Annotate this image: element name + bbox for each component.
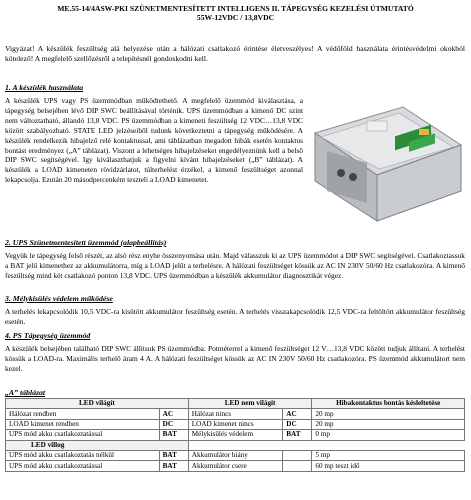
table-cell: BAT	[159, 450, 188, 460]
table-row	[6, 430, 465, 440]
table-cell: 0 mp	[312, 430, 465, 440]
table-cell: 5 mp	[312, 450, 465, 460]
table-cell: BAT	[159, 461, 188, 471]
table-cell: LOAD kimenet rendben	[6, 419, 160, 429]
table-row	[6, 461, 465, 471]
document-title: ME.55-14/4ASW-PKI SZÜNETMENTESÍTETT INTELLIGENS II. TÁPEGYSÉG KEZELÉSI ÚTMUTATÓ	[57, 4, 414, 13]
section-3-heading: 3. Mélykisülés védelem működése	[5, 294, 113, 303]
table-row	[6, 419, 465, 429]
section-1-heading: 1. A készülék használata	[5, 83, 84, 92]
section-2-text: Vegyük le tápegység felső részét, az alsó rész enyhe összenyomása után. Majd válasszuk ki az UPS üzemmódot a DIP SWC segítségével. Csatlakoztassuk a BAT jelű kimenethez az akkumulátorra, míg a LOAD jelűt a terhelésre. A hálózati feszültséget kössük az AC IN 230V 50/60 Hz csatlakozóra. A kimenő feszültség mind két csatlakozó ponton 13,8 VDC. UPS üzemmódban a készülék akkumulátor diagnosztikát végez.	[5, 251, 465, 280]
table-cell: AC	[159, 409, 188, 419]
table-cell: Hálózat nincs	[188, 409, 282, 419]
section-4-text: A készülék belsejében található DIP SWC állítsuk PS üzemmódba. Potméterrel a kimenő feszültséget 12 V…13,8 VDC között tudjuk állítani. A terhelést kössük a LOAD-ra. Maximális terhelő áram 4 A. A hálózati feszültséget kössük az AC IN 230V 50/60 Hz csatlakozóra. PS üzemmód akkumulátort nem kezel.	[5, 344, 465, 373]
table-cell	[283, 450, 312, 460]
table-title: „A” táblázat	[5, 388, 46, 397]
power-supply-photo	[307, 93, 465, 229]
table-cell: Hálózat rendben	[6, 409, 160, 419]
table-cell: 20 mp	[312, 409, 465, 419]
led-status-table	[5, 398, 465, 472]
table-cell: BAT	[283, 430, 312, 440]
table-cell: Akkumulátor hiány	[188, 450, 282, 460]
table-cell: UPS mód akku csatlakoztatással	[6, 461, 160, 471]
table-cell: LOAD kimenet nincs	[188, 419, 282, 429]
table-cell: UPS mód akku csatlakoztatással	[6, 430, 160, 440]
table-row	[6, 409, 465, 419]
section-3-text: A terhelés lekapcsolódik 10,5 VDC-ra kisütött akkumulátor feszültség esetén. A terhelés visszakapcsolódik 12,5 VDC-ra feltöltött akkumulátor feszültség esetén.	[5, 307, 465, 326]
table-header-cell: LED világít	[6, 399, 189, 409]
section-1-text: A készülék UPS vagy PS üzemmódban működtethető. A megfelelő üzemmód kiválasztása, a tápegység belsejében lévő DIP SWC beállításával történik. UPS üzemmódban a kimenő DC szint nem változtatható, állandó 13,8 VDC. PS üzemmódban a kimeneti feszültség 12 VDC…13,8 VDC között szabályozható. STATE LED jelzéseiből tudunk következtetni a tápegység működésére. A készülék rendelkezik hibajelző relé kontaktussal, ami táblázatban megadott hibák esetén kontaktus bontást eredményez („A” táblázat). Viszont a lehetséges hibajelzéseket engedélyeznünk kell a belső DIP SWC segítségével. Igy kiválaszthatjuk a figyelni kívánt hibajelzéseket („B” táblázat). A készülék a LOAD kimeneten rövidzárlatot, túlterhelést érzékel, a kimenő feszültséget azonnal lekapcsolja. Ezután 20 másodpercenként teszteli a LOAD kimenetet.	[5, 96, 303, 185]
table-header-cell: LED nem világít	[188, 399, 312, 409]
table-cell	[283, 461, 312, 471]
table-subheader-row	[6, 440, 465, 450]
document-subtitle: 55W-12VDC / 13,8VDC	[196, 13, 275, 22]
table-cell: UPS mód akku csatlakoztatás nélkül	[6, 450, 160, 460]
section-4-heading: 4. PS Tápegység üzemmód	[5, 331, 91, 340]
table-cell: 20 mp	[312, 419, 465, 429]
table-subheader-cell: LED villog	[6, 440, 189, 450]
table-cell: Akkumulátor csere	[188, 461, 282, 471]
table-cell: AC	[283, 409, 312, 419]
table-cell: Mélykisülés védelem	[188, 430, 282, 440]
table-row	[6, 450, 465, 460]
table-header-cell: Hibakontaktus bontás késleltetése	[312, 399, 465, 409]
table-cell: DC	[159, 419, 188, 429]
table-header-row	[6, 399, 465, 409]
warning-text: Vigyázat! A készülék feszültség alá helyezése után a hálózati csatlakozó érintése életveszélyes! A védőföld használata érintésvédelmi okokból kötelező! A megfelelő szellőzésről a telepítésnél gondoskodni kell.	[5, 44, 465, 63]
table-cell: BAT	[159, 430, 188, 440]
section-2-heading: 2. UPS Szünetmentesített üzemmód (alapbeállítás)	[5, 238, 167, 247]
table-cell: 60 mp teszt idő	[312, 461, 465, 471]
table-cell: DC	[283, 419, 312, 429]
